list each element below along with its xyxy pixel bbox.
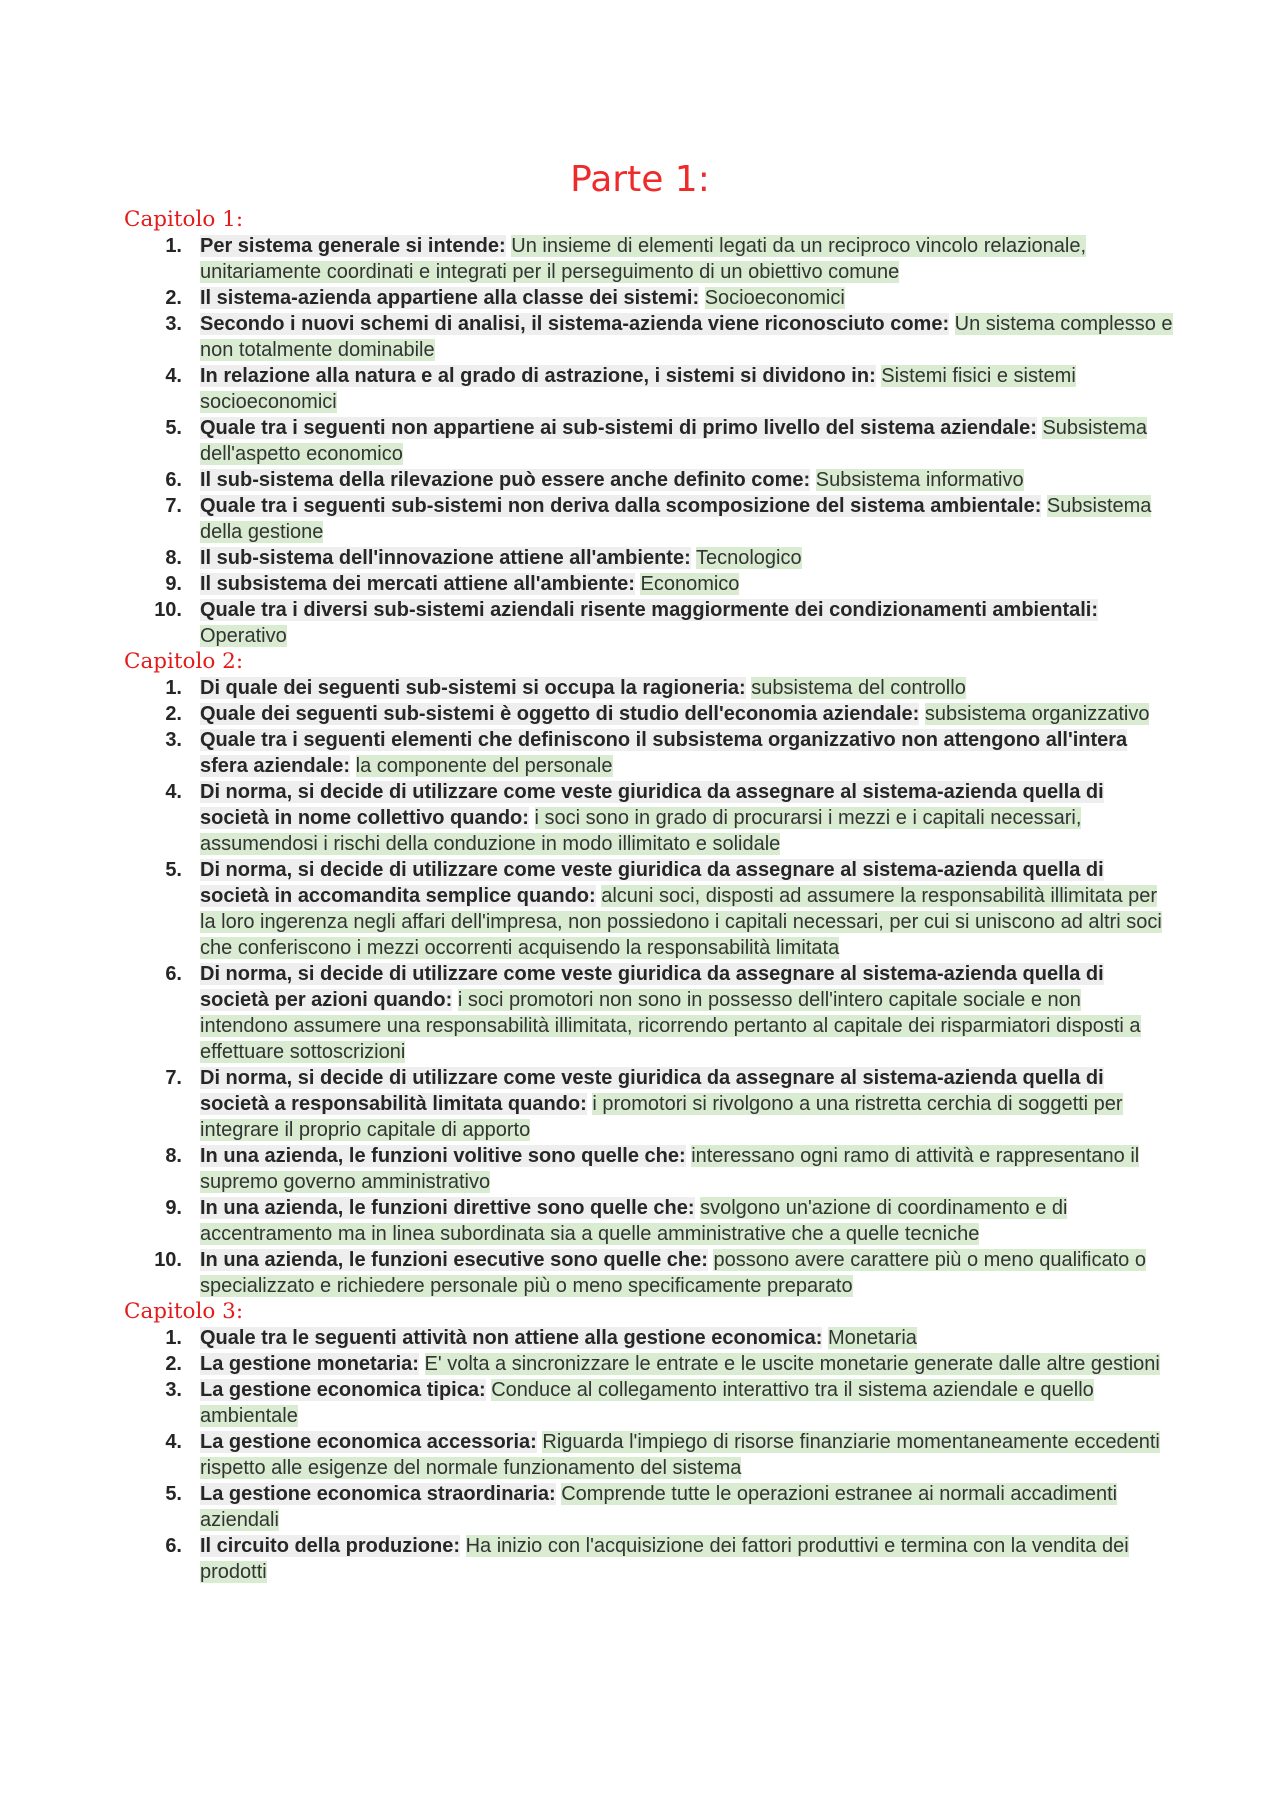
question-number: 2. (165, 287, 182, 309)
question-text: In una azienda, le funzioni volitive sono quelle che: (200, 1145, 686, 1167)
answer-highlight: i soci sono in grado di procurarsi i mezzi e i capitali necessari, assumendosi i rischi della conduzione in modo illimitato e solidale (200, 807, 1082, 855)
question-list (124, 233, 1174, 649)
chapter-section (124, 649, 1174, 1299)
answer-highlight: interessano ogni ramo di attività e rappresentano il supremo governo amministrativo (200, 1145, 1140, 1193)
question-number: 9. (165, 1197, 182, 1219)
answer-highlight: Subsistema della gestione (200, 495, 1152, 543)
question-number: 8. (165, 547, 182, 569)
question-item (124, 597, 1174, 649)
answer-highlight: subsistema del controllo (751, 677, 966, 699)
answer-highlight: E' volta a sincronizzare le entrate e le uscite monetarie generate dalle altre gestioni (424, 1353, 1160, 1375)
question-item (124, 1143, 1174, 1195)
question-item (124, 571, 1174, 597)
question-item (124, 1247, 1174, 1299)
answer-highlight: Operativo (200, 625, 287, 647)
question-number: 5. (165, 1483, 182, 1505)
question-item (124, 311, 1174, 363)
question-number: 6. (165, 1535, 182, 1557)
question-item (124, 285, 1174, 311)
question-item (124, 857, 1174, 961)
question-number: 1. (165, 1327, 182, 1349)
question-text: Il sistema-azienda appartiene alla classe dei sistemi: (200, 287, 700, 309)
chapter-heading: Capitolo 3: (124, 1299, 244, 1324)
question-number: 3. (165, 313, 182, 335)
question-number: 1. (165, 677, 182, 699)
question-number: 3. (165, 1379, 182, 1401)
question-item (124, 233, 1174, 285)
question-text: Di norma, si decide di utilizzare come veste giuridica da assegnare al sistema-azienda quella di società a responsabilità limitata quando: (200, 1067, 1104, 1115)
question-text: Di norma, si decide di utilizzare come veste giuridica da assegnare al sistema-azienda quella di società in nome collettivo quando: (200, 781, 1104, 829)
question-item (124, 1533, 1174, 1585)
chapter-heading: Capitolo 2: (124, 649, 244, 674)
answer-highlight: svolgono un'azione di coordinamento e di accentramento ma in linea subordinata sia a quelle amministrative che a quelle tecniche (200, 1197, 1068, 1245)
question-number: 4. (165, 781, 182, 803)
question-number: 10. (154, 1249, 182, 1271)
question-text: Quale tra i seguenti sub-sistemi non deriva dalla scomposizione del sistema ambientale: (200, 495, 1042, 517)
question-text: La gestione economica tipica: (200, 1379, 486, 1401)
answer-highlight: alcuni soci, disposti ad assumere la responsabilità illimitata per la loro ingerenza negli affari dell'impresa, non possiedono i capitali necessari, per cui si uniscono ad altri soci che conferiscono i mezzi occorrenti acquisendo la responsabilità limitata (200, 885, 1162, 959)
answer-highlight: i soci promotori non sono in possesso dell'intero capitale sociale e non intendono assumere una responsabilità illimitata, ricorrendo pertanto al capitale dei risparmiatori disposti a effettuare sottoscrizioni (200, 989, 1141, 1063)
question-text: La gestione economica accessoria: (200, 1431, 537, 1453)
question-text: Il subsistema dei mercati attiene all'ambiente: (200, 573, 635, 595)
answer-highlight: Un insieme di elementi legati da un reciproco vincolo relazionale, unitariamente coordinati e integrati per il perseguimento di un obiettivo comune (200, 235, 1087, 283)
question-item (124, 1325, 1174, 1351)
question-number: 2. (165, 1353, 182, 1375)
question-item (124, 363, 1174, 415)
question-text: In relazione alla natura e al grado di astrazione, i sistemi si dividono in: (200, 365, 876, 387)
question-text: Quale tra i seguenti non appartiene ai sub-sistemi di primo livello del sistema aziendale: (200, 417, 1037, 439)
answer-highlight: Subsistema dell'aspetto economico (200, 417, 1147, 465)
question-text: Quale tra i seguenti elementi che definiscono il subsistema organizzativo non attengono all'intera sfera aziendale: (200, 729, 1128, 777)
question-text: Quale dei seguenti sub-sistemi è oggetto di studio dell'economia aziendale: (200, 703, 920, 725)
question-number: 1. (165, 235, 182, 257)
question-number: 7. (165, 1067, 182, 1089)
question-number: 5. (165, 859, 182, 881)
question-list (124, 1325, 1174, 1585)
question-text: Il sub-sistema della rilevazione può essere anche definito come: (200, 469, 811, 491)
answer-highlight: subsistema organizzativo (924, 703, 1150, 725)
answer-highlight: Economico (640, 573, 740, 595)
question-item (124, 545, 1174, 571)
question-number: 4. (165, 1431, 182, 1453)
question-number: 6. (165, 963, 182, 985)
chapter-section (124, 1299, 1174, 1585)
answer-highlight: la componente del personale (355, 755, 613, 777)
document-body (124, 207, 1174, 1585)
question-item (124, 1377, 1174, 1429)
answer-highlight: Socioeconomici (704, 287, 845, 309)
question-text: La gestione economica straordinaria: (200, 1483, 556, 1505)
question-list (124, 675, 1174, 1299)
question-item (124, 467, 1174, 493)
question-item (124, 675, 1174, 701)
question-text: La gestione monetaria: (200, 1353, 419, 1375)
question-number: 4. (165, 365, 182, 387)
question-number: 6. (165, 469, 182, 491)
question-text: Il circuito della produzione: (200, 1535, 461, 1557)
chapter-heading: Capitolo 1: (124, 207, 244, 232)
page-title: Parte 1: (570, 159, 710, 200)
answer-highlight: Comprende tutte le operazioni estranee ai normali accadimenti aziendali (200, 1483, 1118, 1531)
question-item (124, 1351, 1174, 1377)
question-text: Quale tra i diversi sub-sistemi aziendali risente maggiormente dei condizionamenti ambientali: (200, 599, 1099, 621)
answer-highlight: Subsistema informativo (815, 469, 1024, 491)
question-text: In una azienda, le funzioni direttive sono quelle che: (200, 1197, 695, 1219)
question-item (124, 701, 1174, 727)
question-number: 3. (165, 729, 182, 751)
answer-highlight: Sistemi fisici e sistemi socioeconomici (200, 365, 1076, 413)
question-text: In una azienda, le funzioni esecutive sono quelle che: (200, 1249, 708, 1271)
question-item (124, 727, 1174, 779)
question-number: 9. (165, 573, 182, 595)
question-item (124, 779, 1174, 857)
question-text: Secondo i nuovi schemi di analisi, il sistema-azienda viene riconosciuto come: (200, 313, 950, 335)
question-item (124, 415, 1174, 467)
question-text: Di quale dei seguenti sub-sistemi si occupa la ragioneria: (200, 677, 746, 699)
question-text: Quale tra le seguenti attività non attiene alla gestione economica: (200, 1327, 823, 1349)
question-item (124, 1429, 1174, 1481)
chapter-section (124, 207, 1174, 649)
answer-highlight: possono avere carattere più o meno qualificato o specializzato e richiedere personale più o meno specificamente preparato (200, 1249, 1146, 1297)
answer-highlight: Ha inizio con l'acquisizione dei fattori produttivi e termina con la vendita dei prodotti (200, 1535, 1129, 1583)
question-item (124, 961, 1174, 1065)
question-number: 10. (154, 599, 182, 621)
question-item (124, 493, 1174, 545)
question-text: Per sistema generale si intende: (200, 235, 506, 257)
question-number: 5. (165, 417, 182, 439)
question-number: 8. (165, 1145, 182, 1167)
answer-highlight: Monetaria (827, 1327, 917, 1349)
question-item (124, 1481, 1174, 1533)
answer-highlight: Riguarda l'impiego di risorse finanziarie momentaneamente eccedenti rispetto alle esigenze del normale funzionamento del sistema (200, 1431, 1160, 1479)
question-item (124, 1065, 1174, 1143)
answer-highlight: Un sistema complesso e non totalmente dominabile (200, 313, 1173, 361)
question-item (124, 1195, 1174, 1247)
question-text: Di norma, si decide di utilizzare come veste giuridica da assegnare al sistema-azienda quella di società in accomandita semplice quando: (200, 859, 1104, 907)
answer-highlight: Tecnologico (695, 547, 802, 569)
question-number: 2. (165, 703, 182, 725)
question-text: Il sub-sistema dell'innovazione attiene all'ambiente: (200, 547, 691, 569)
question-number: 7. (165, 495, 182, 517)
answer-highlight: Conduce al collegamento interattivo tra il sistema aziendale e quello ambientale (200, 1379, 1094, 1427)
question-text: Di norma, si decide di utilizzare come veste giuridica da assegnare al sistema-azienda quella di società per azioni quando: (200, 963, 1104, 1011)
answer-highlight: i promotori si rivolgono a una ristretta cerchia di soggetti per integrare il proprio capitale di apporto (200, 1093, 1123, 1141)
